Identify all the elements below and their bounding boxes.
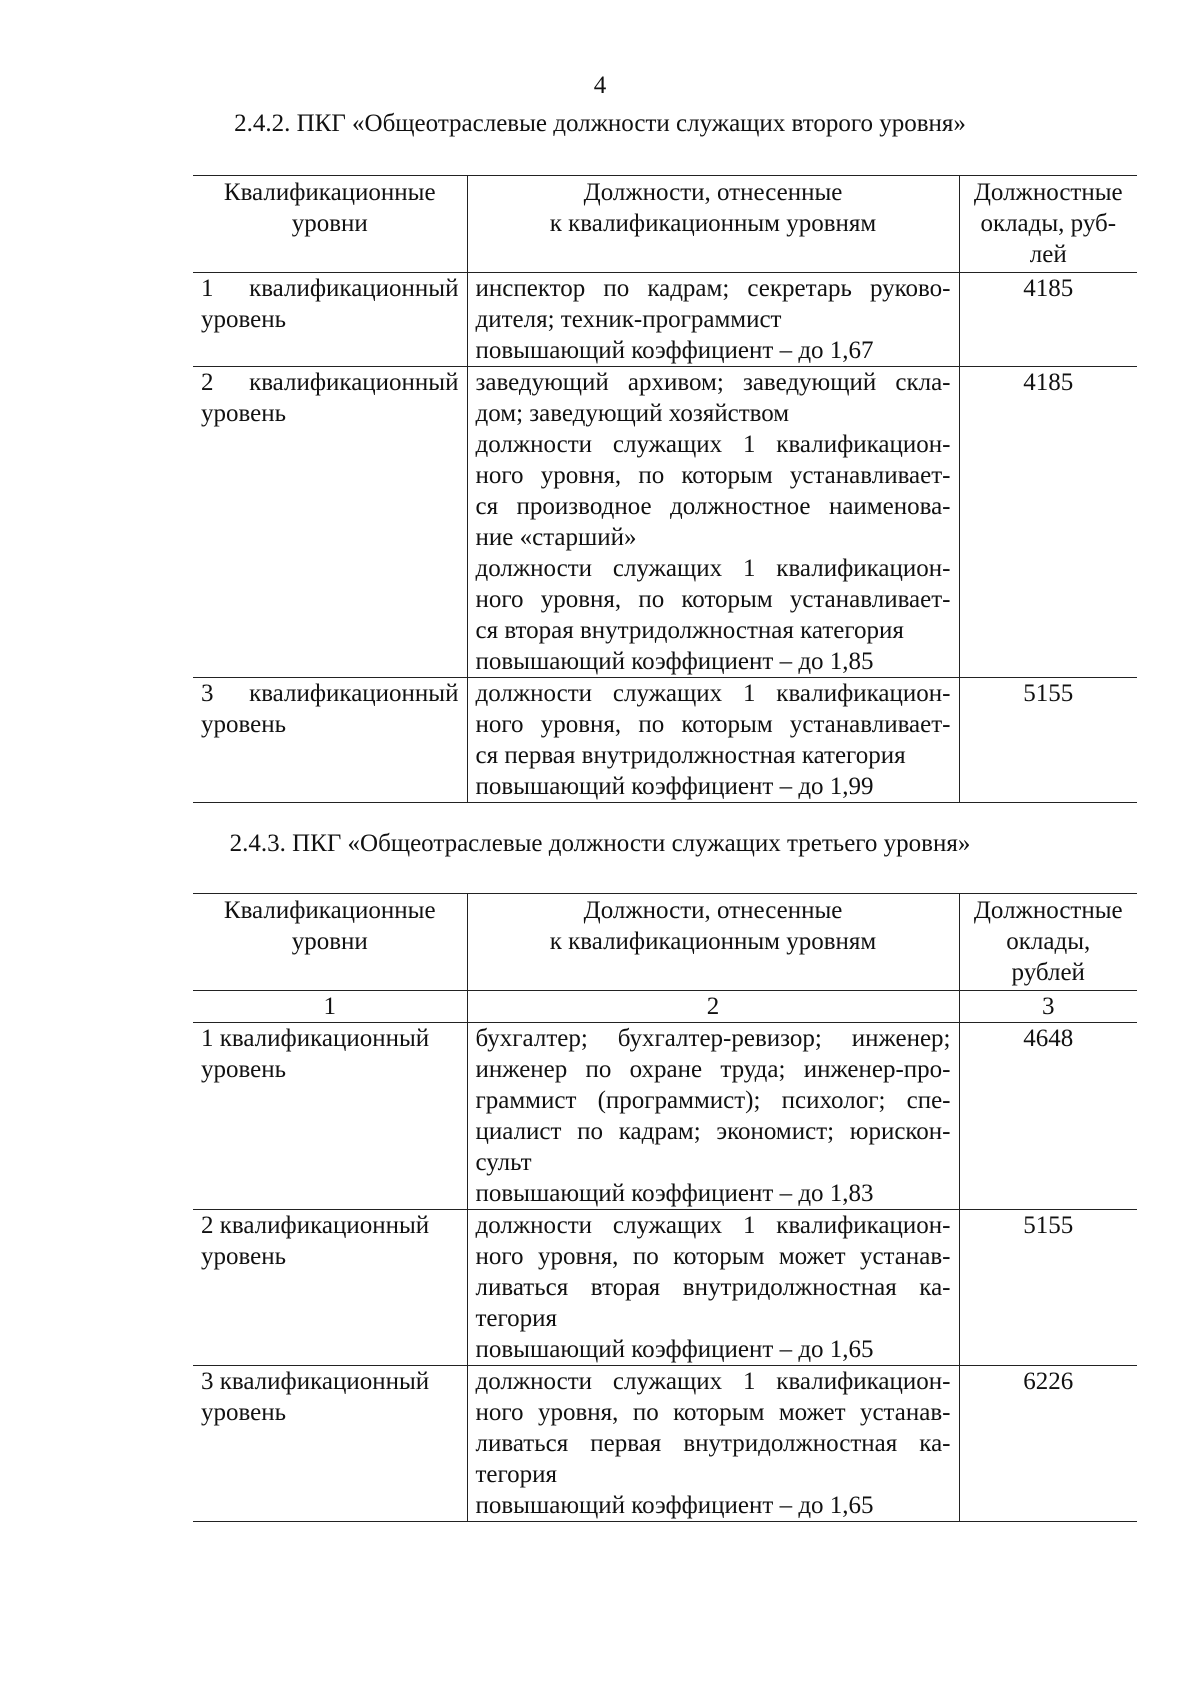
qualification-level-cell: 3 квалификационный уровень <box>193 1366 467 1522</box>
table-row <box>193 678 1137 803</box>
qualification-level-cell: 3 квалификационный уровень <box>193 678 467 803</box>
column-number: 1 <box>193 991 467 1023</box>
qualification-level-cell: 1 квалификационный уровень <box>193 273 467 367</box>
salary-cell: 5155 <box>959 1210 1137 1366</box>
header-positions: Должности, отнесенные к квалификационным уровням <box>467 894 959 991</box>
header-qualification-levels: Квалификационные уровни <box>193 894 467 991</box>
positions-cell: должности служащих 1 квалификацион- ного уровня, по которым устанавливает- ся первая внутридолжностная категория повышающий коэффициент – до 1,99 <box>467 678 959 803</box>
table-row <box>193 1210 1137 1366</box>
table-row <box>193 1366 1137 1522</box>
positions-cell: должности служащих 1 квалификацион- ного уровня, по которым может устанав- ливаться первая внутридолжностная ка- тегория повышающий коэффициент – до 1,65 <box>467 1366 959 1522</box>
table-row <box>193 367 1137 678</box>
header-salaries: Должностные оклады, рублей <box>959 894 1137 991</box>
positions-cell: бухгалтер; бухгалтер-ревизор; инженер; инженер по охране труда; инженер-про- граммист (программист); психолог; спе- циалист по кадрам; экономист; юрискон- сульт повышающий коэффициент – до 1,83 <box>467 1023 959 1210</box>
salary-cell: 4648 <box>959 1023 1137 1210</box>
positions-cell: инспектор по кадрам; секретарь руково- дителя; техник-программист повышающий коэффициент – до 1,67 <box>467 273 959 367</box>
column-number: 2 <box>467 991 959 1023</box>
salary-cell: 4185 <box>959 367 1137 678</box>
salary-cell: 6226 <box>959 1366 1137 1522</box>
table-second-level-positions <box>193 175 1137 803</box>
section-heading-2-4-3: 2.4.3. ПКГ «Общеотраслевые должности служащих третьего уровня» <box>229 830 971 857</box>
header-salaries: Должностные оклады, руб- лей <box>959 176 1137 273</box>
positions-cell: заведующий архивом; заведующий скла- дом; заведующий хозяйством должности служащих 1 квалификацион- ного уровня, по которым устанавливает- ся производное должностное наименова- ние «старший» должности служащих 1 квалификацион- ного уровня, по которым устанавливает- ся вторая внутридолжностная категория повышающий коэффициент – до 1,85 <box>467 367 959 678</box>
positions-cell: должности служащих 1 квалификацион- ного уровня, по которым может устанав- ливаться вторая внутридолжностная ка- тегория повышающий коэффициент – до 1,65 <box>467 1210 959 1366</box>
table-header-row <box>193 176 1137 273</box>
qualification-level-cell: 2 квалификационный уровень <box>193 367 467 678</box>
salary-cell: 4185 <box>959 273 1137 367</box>
header-qualification-levels: Квалификационные уровни <box>193 176 467 273</box>
section-heading-2-4-2: 2.4.2. ПКГ «Общеотраслевые должности служащих второго уровня» <box>234 110 966 137</box>
header-positions: Должности, отнесенные к квалификационным уровням <box>467 176 959 273</box>
salary-cell: 5155 <box>959 678 1137 803</box>
qualification-level-cell: 1 квалификационный уровень <box>193 1023 467 1210</box>
page-number: 4 <box>593 72 607 99</box>
column-number-row <box>193 991 1137 1023</box>
column-number: 3 <box>959 991 1137 1023</box>
table-third-level-positions <box>193 893 1137 1522</box>
table-row <box>193 273 1137 367</box>
qualification-level-cell: 2 квалификационный уровень <box>193 1210 467 1366</box>
table-row <box>193 1023 1137 1210</box>
table-header-row <box>193 894 1137 991</box>
